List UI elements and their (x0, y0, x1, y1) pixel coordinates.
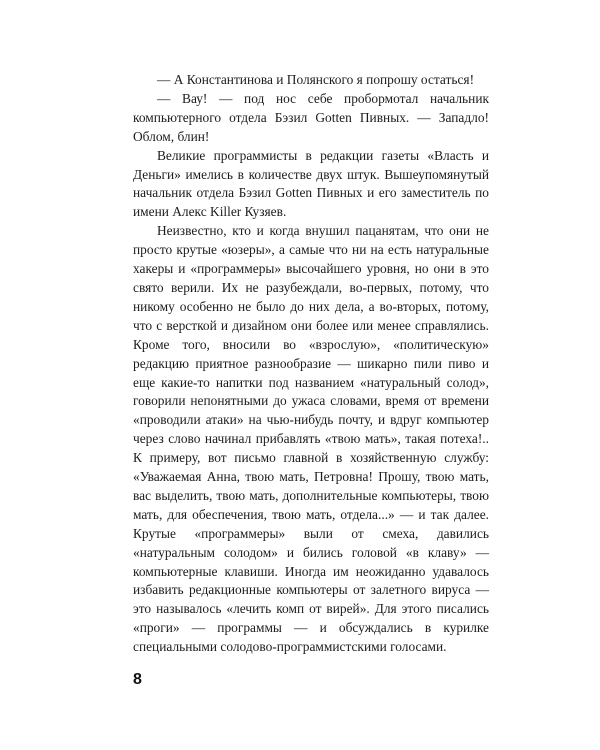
paragraph-4: Неизвестно, кто и когда внушил пацанятам, что они не просто крутые «юзеры», а самые что ни на есть натуральные хакеры и «программеры» высочайшего уровня, но они в это свято верили. Их не разубеждали, во-первых, потому, что никому особенно не было до них дела, а во-вторых, потому, что с версткой и дизайном они более или менее справлялись. Кроме того, вносили во «взрослую», «политическую» редакцию приятное разнообразие — шикарно пили пиво и еще какие-то напитки под названием «натуральный солод», говорили непонятными до ужаса словами, время от времени «проводили атаки» на чью-нибудь почту, и вдруг компьютер через слово начинал прибавлять «твою мать», такая потеха!.. К примеру, вот письмо главной в хозяйственную службу: «Уважаемая Анна, твою мать, Петровна! Прошу, твою мать, вас выделить, твою мать, дополнительные компьютеры, твою мать, для обеспечения, твою мать, отдела...» — и так далее. Крутые «программеры» выли от смеха, давились «натуральным солодом» и бились головой «в клаву» — компьютерные клавиши. Иногда им неожиданно удавалось избавить редакционные компьютеры от залетного вируса — это называлось «лечить комп от вирей». Для этого писались «проги» — программы — и обсуждались в курилке специальными солодово-программистскими голосами. (133, 223, 489, 655)
body-text (133, 71, 489, 657)
paragraph-3: Великие программисты в редакции газеты «Власть и Деньги» имелись в количестве двух штук. Вышеупомянутый начальник отдела Бэзил Gotten Пивных и его заместитель по имени Алекс Killer Кузяев. (133, 147, 489, 220)
paragraph-2: — Вау! — под нос себе пробормотал начальник компьютерного отдела Бэзил Gotten Пивных. — Западло! Облом, блин! (133, 90, 489, 144)
page-number: 8 (133, 671, 142, 688)
paragraph-1: — А Константинова и Полянского я попрошу остаться! (157, 72, 475, 87)
